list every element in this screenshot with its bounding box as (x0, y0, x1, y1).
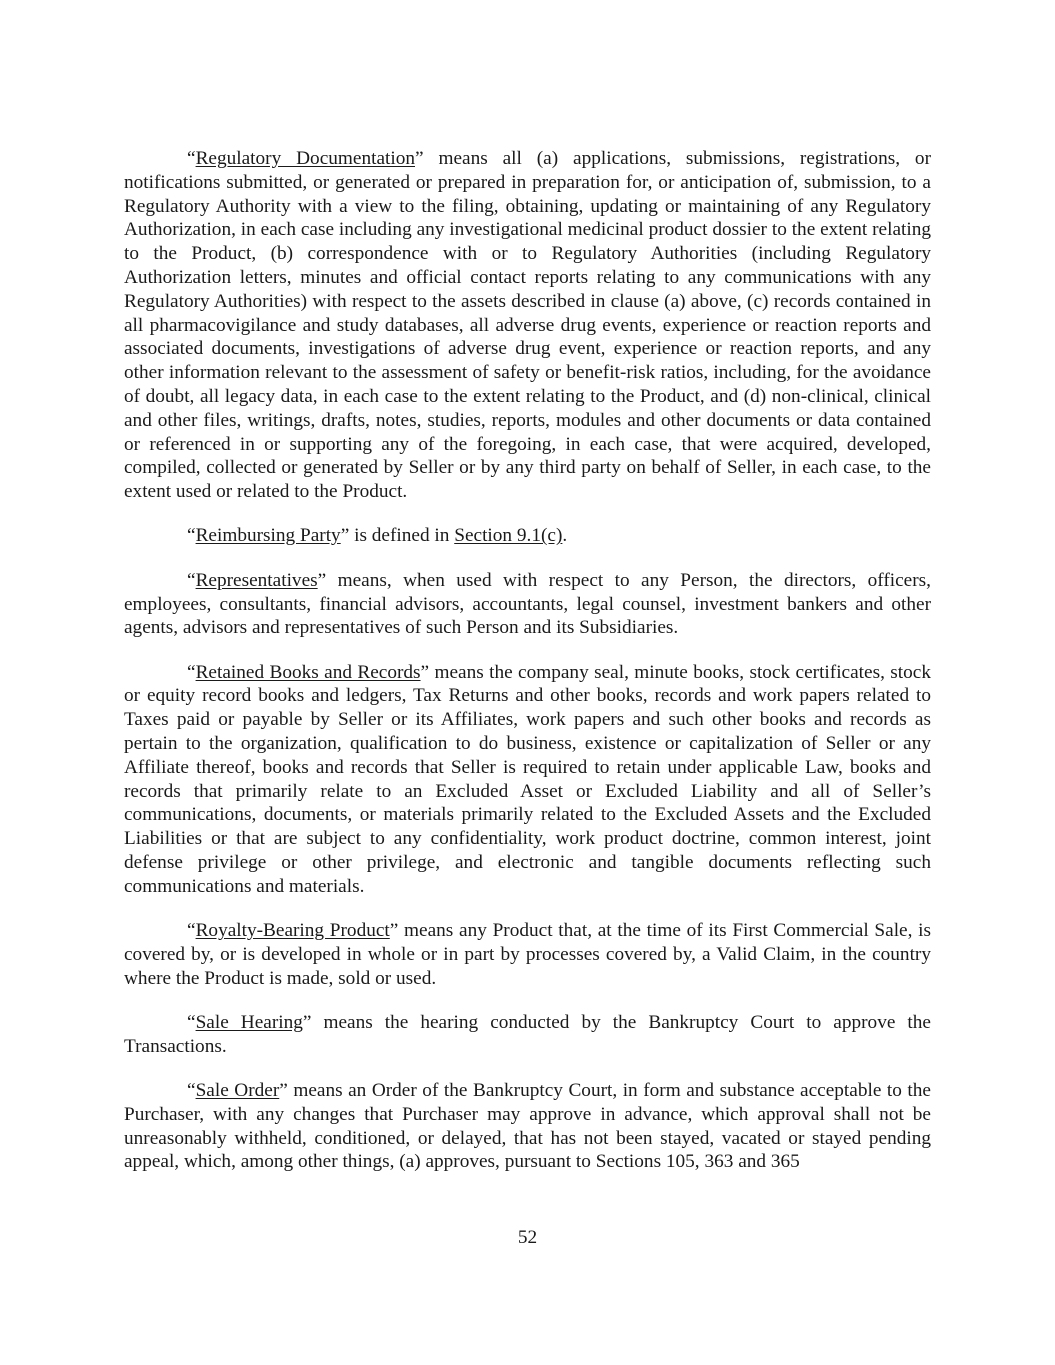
definition-sale-hearing (124, 1011, 931, 1059)
open-quote: “ (187, 1012, 196, 1033)
open-quote: “ (187, 920, 196, 942)
defined-term: Representatives (195, 569, 318, 591)
section-reference: Section 9.1(c) (454, 525, 563, 547)
definition-representatives (124, 569, 931, 640)
definition-royalty-bearing-product (124, 919, 931, 990)
definition-sale-order (124, 1079, 931, 1174)
definition-reimbursing-party (124, 524, 931, 548)
definition-text: is defined in (349, 525, 455, 547)
close-quote: ” (389, 920, 399, 942)
close-quote: ” (302, 1012, 312, 1033)
close-quote: ” (279, 1080, 288, 1102)
defined-term: Retained Books and Records (195, 661, 421, 683)
definition-retained-books-and-records (124, 661, 931, 899)
definition-text: means the hearing conducted by the Bankruptcy Court to approve the Transactions. (124, 1012, 931, 1057)
definition-text: means the company seal, minute books, stock certificates, stock or equity record books and ledgers, Tax Returns and other books, records and work papers related to Taxes paid or payable by Seller or its Affiliates, work papers and such other books and records as pertain to the organization, qualification to do business, existence or capitalization of Seller or any Affiliate thereof, books and records that Seller is required to retain under applicable Law, books and records that primarily relate to an Excluded Asset or Excluded Liability and all of Seller’s communications, documents, or materials primarily related to the Excluded Assets and the Excluded Liabilities or that are subject to any confidentiality, work product doctrine, common interest, joint defense privilege or other privilege, and electronic and tangible documents reflecting such communications and materials. (124, 661, 931, 897)
close-quote: ” (415, 148, 424, 169)
open-quote: “ (187, 569, 196, 591)
open-quote: “ (187, 1080, 196, 1102)
defined-term: Sale Order (195, 1080, 280, 1102)
page-number: 52 (517, 1227, 538, 1248)
open-quote: “ (187, 661, 196, 683)
close-quote: ” (340, 525, 350, 547)
definition-text: means all (a) applications, submissions, registrations, or notifications submitted, or generated or prepared in preparation for, or anticipation of, submission, to a Regulatory Authority with a view to the filing, obtaining, updating or maintaining of any Regulatory Authorization, in each case including any investigational medicinal product dossier to the extent relating to the Product, (b) correspondence with or to Regulatory Authorities (including Regulatory Authorization letters, minutes and official contact reports relating to any communications with any Regulatory Authorities) with respect to the assets described in clause (a) above, (c) records contained in all pharmacovigilance and study databases, all adverse drug events, experience or reaction reports and associated documents, investigations of adverse drug event, experience or reaction reports, and any other information relevant to the assessment of safety or benefit-risk ratios, including, for the avoidance of doubt, all legacy data, in each case to the extent relating to the Product, and (d) non-clinical, clinical and other files, writings, drafts, notes, studies, reports, modules and other documents or data contained or referenced in or supporting any of the foregoing, in each case, that were acquired, developed, compiled, collected or generated by Seller or by any third party on behalf of Seller, in each case, to the extent used or related to the Product. (124, 148, 931, 503)
definition-tail: . (562, 525, 568, 547)
definition-text: means any Product that, at the time of its First Commercial Sale, is covered by, or is developed in whole or in part by processes covered by, a Valid Claim, in the country where the Product is made, sold or used. (124, 920, 932, 989)
open-quote: “ (187, 525, 196, 547)
open-quote: “ (187, 148, 196, 169)
close-quote: ” (420, 661, 430, 683)
defined-term: Sale Hearing (195, 1012, 303, 1033)
document-page (124, 147, 931, 1195)
defined-term: Royalty-Bearing Product (195, 920, 390, 942)
definition-text: means, when used with respect to any Person, the directors, officers, employees, consultants, financial advisors, accountants, legal counsel, investment bankers and other agents, advisors and representatives of such Person and its Subsidiaries. (124, 569, 931, 639)
defined-term: Regulatory Documentation (195, 148, 415, 169)
definition-text: means an Order of the Bankruptcy Court, in form and substance acceptable to the Purchaser, with any changes that Purchaser may approve in advance, which approval shall not be unreasonably withheld, conditioned, or delayed, that has not been stayed, vacated or stayed pending appeal, which, among other things, (a) approves, pursuant to Sections 105, 363 and 365 (124, 1080, 931, 1173)
defined-term: Reimbursing Party (195, 525, 341, 547)
definition-regulatory-documentation (124, 147, 931, 504)
close-quote: ” (317, 569, 327, 591)
